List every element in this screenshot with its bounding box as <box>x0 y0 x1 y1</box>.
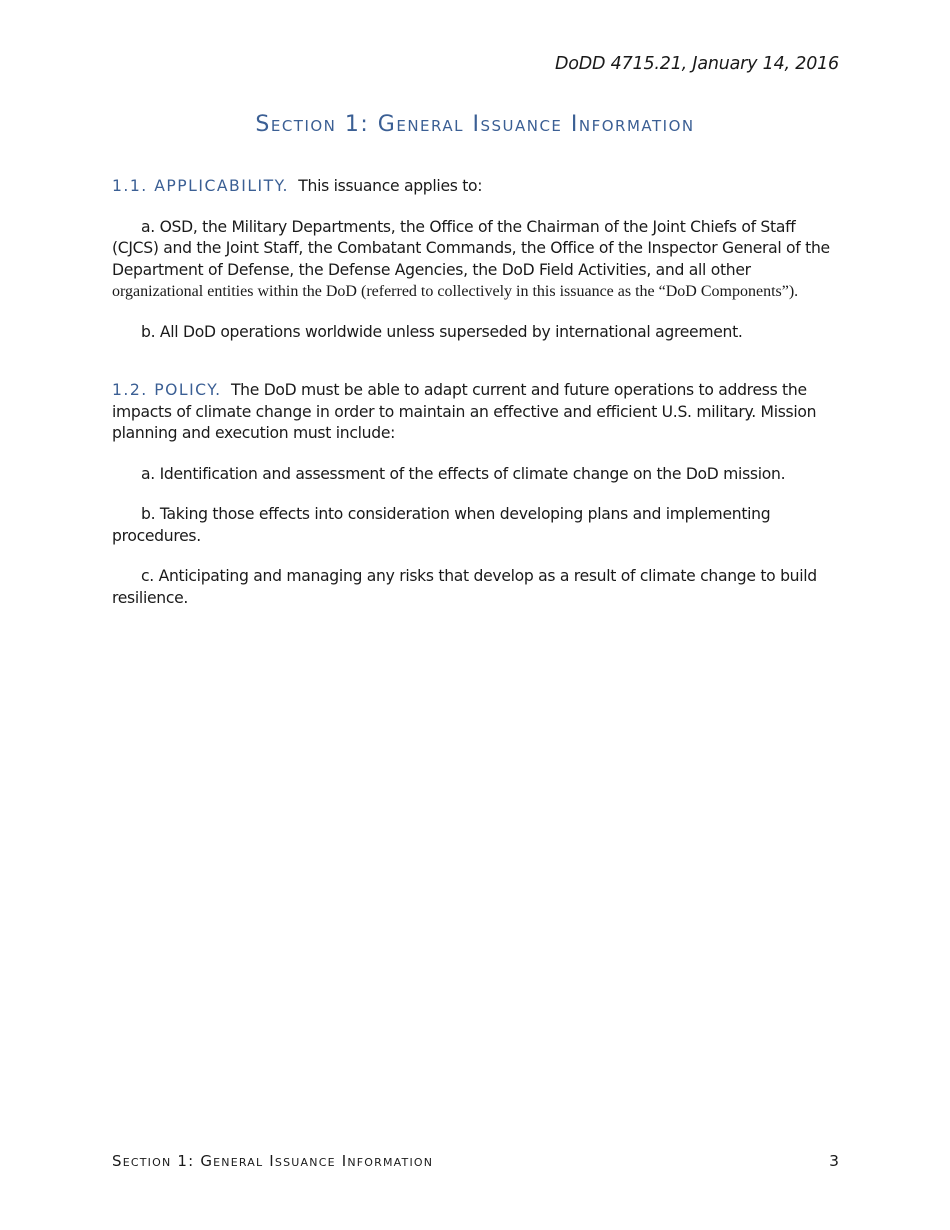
section-title: Section 1: General Issuance Information <box>255 112 695 137</box>
policy-item-b: b. Taking those effects into consideration when developing plans and implementing procedures. <box>112 505 771 545</box>
applicability-item-b: b. All DoD operations worldwide unless superseded by international agreement. <box>141 322 743 341</box>
footer-section-title: Section 1: General Issuance Information <box>112 1152 434 1170</box>
policy-intro: The DoD must be able to adapt current and future operations to address the impacts of climate change in order to maintain an effective and efficient U.S. military. Mission planning and execution must include: <box>112 381 817 442</box>
applicability-item-a-text-continued: organizational entities within the DoD (referred to collectively in this issuance as the “DoD Components”). <box>112 283 799 300</box>
policy-paragraph <box>112 380 838 445</box>
applicability-paragraph <box>112 176 838 198</box>
applicability-intro: This issuance applies to: <box>298 177 483 195</box>
document-reference: DoDD 4715.21, January 14, 2016 <box>554 54 839 74</box>
policy-item-a: a. Identification and assessment of the effects of climate change on the DoD mission. <box>141 464 786 483</box>
document-body <box>112 176 838 628</box>
page-number: 3 <box>829 1152 839 1170</box>
section-spacer <box>112 362 838 380</box>
applicability-heading: 1.1. APPLICABILITY. <box>112 177 289 195</box>
applicability-item-a <box>112 217 838 303</box>
applicability-item-a-text: a. OSD, the Military Departments, the Office of the Chairman of the Joint Chiefs of Staff (CJCS) and the Joint Staff, the Combatant Commands, the Office of the Inspector General of the Department of Defense, the Defense Agencies, the DoD Field Activities, and all other <box>112 217 830 279</box>
policy-heading: 1.2. POLICY. <box>112 381 222 399</box>
policy-item-c: c. Anticipating and managing any risks that develop as a result of climate change to build resilience. <box>112 567 817 607</box>
